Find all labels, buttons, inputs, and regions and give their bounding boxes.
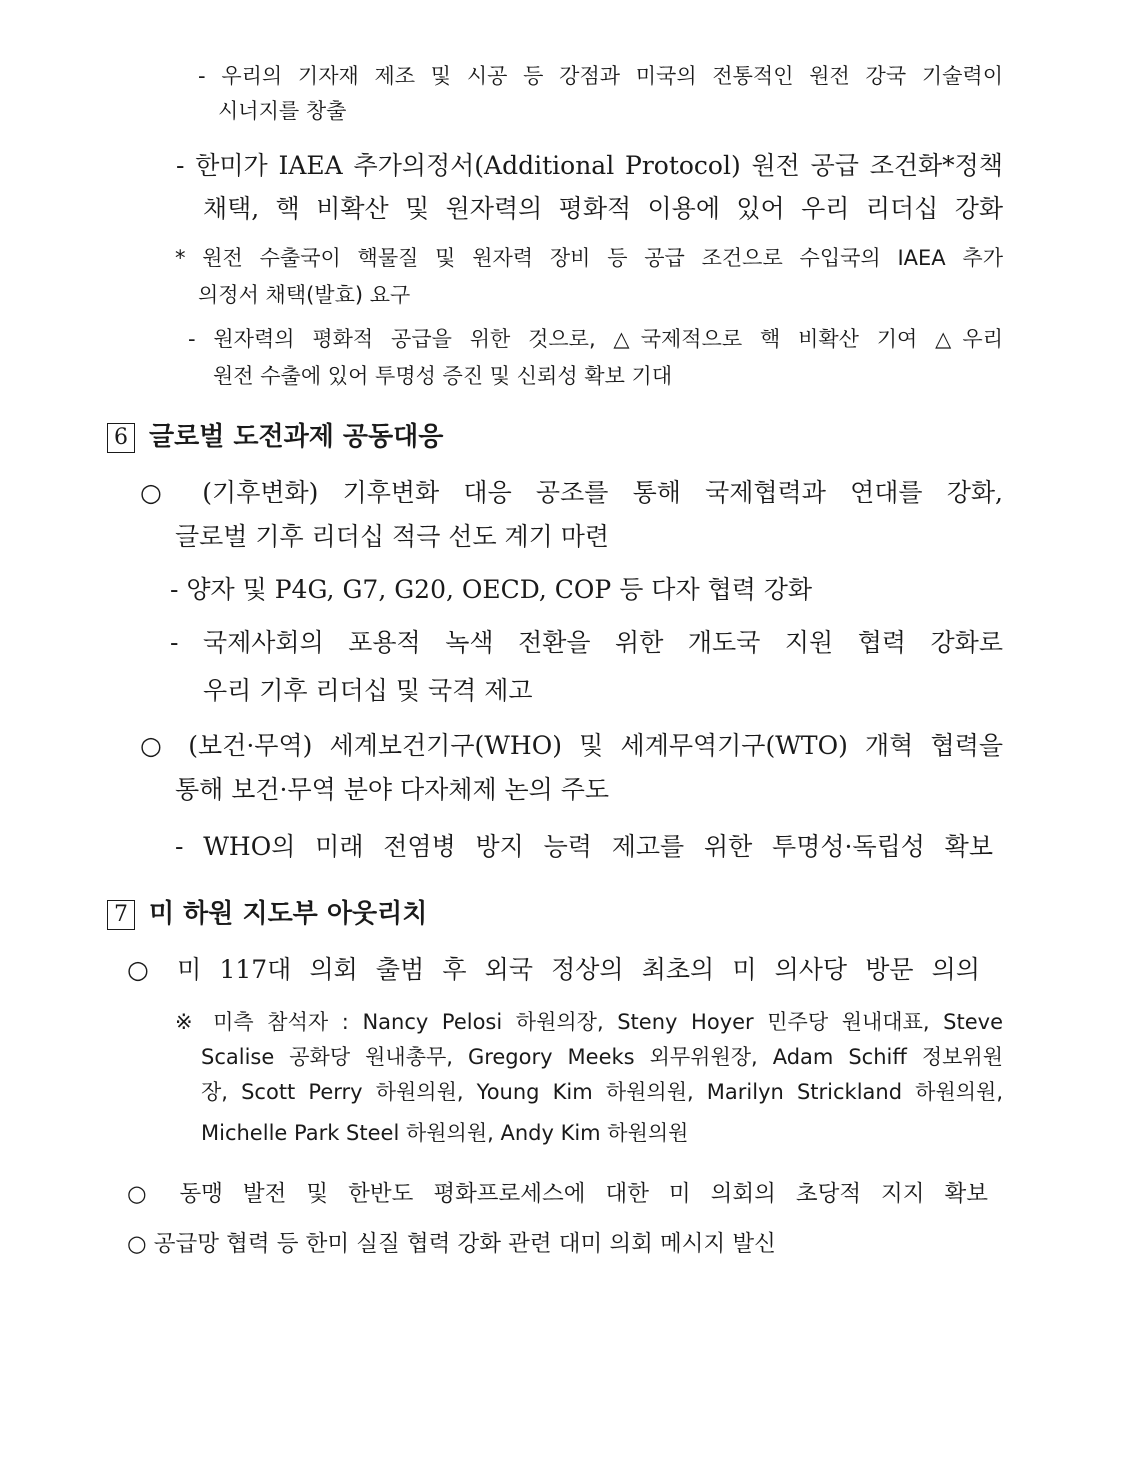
footnote-line: 원전 수출에 있어 투명성 증진 및 신뢰성 확보 기대 <box>213 364 673 388</box>
footnote-line: 의정서 채택(발효) 요구 <box>198 283 411 307</box>
section-heading-7 <box>107 899 427 930</box>
note-line: Scalise 공화당 원내총무, Gregory Meeks 외무위원장, Adam Schiff 정보위원 <box>201 1045 1003 1069</box>
section-number: 7 <box>107 900 135 930</box>
dash-item: 우리 기후 리더십 및 국격 제고 <box>203 676 533 705</box>
bullet-item: ○ 공급망 협력 등 한미 실질 협력 강화 관련 대미 의회 메시지 발신 <box>127 1231 776 1257</box>
footnote-line: - 원자력의 평화적 공급을 위한 것으로, △국제적으로 핵 비확산 기여 △우리 <box>188 327 1003 351</box>
text-line: - 우리의 기자재 제조 및 시공 등 강점과 미국의 전통적인 원전 강국 기술력이 <box>198 64 1003 88</box>
section-heading-6 <box>107 422 443 453</box>
dash-item: - 양자 및 P4G, G7, G20, OECD, COP 등 다자 협력 강화 <box>170 575 813 604</box>
text-line: 시너지를 창출 <box>218 99 347 123</box>
dash-item: - 국제사회의 포용적 녹색 전환을 위한 개도국 지원 협력 강화로 <box>170 628 1003 657</box>
text-line: 채택, 핵 비확산 및 원자력의 평화적 이용에 있어 우리 리더십 강화 <box>203 194 1003 223</box>
bullet-item: ○ 동맹 발전 및 한반도 평화프로세스에 대한 미 의회의 초당적 지지 확보 <box>127 1181 988 1207</box>
text-line: - 한미가 IAEA 추가의정서(Additional Protocol) 원전 공급 조건화*정책 <box>176 151 1003 180</box>
section-title: 미 하원 지도부 아웃리치 <box>149 899 428 929</box>
bullet-item: ○ (기후변화) 기후변화 대응 공조를 통해 국제협력과 연대를 강화, <box>140 478 1003 507</box>
bullet-item: ○ 미 117대 의회 출범 후 외국 정상의 최초의 미 의사당 방문 의의 <box>127 955 980 984</box>
bullet-item: ○ (보건·무역) 세계보건기구(WHO) 및 세계무역기구(WTO) 개혁 협력을 <box>140 731 1003 760</box>
note-line: Michelle Park Steel 하원의원, Andy Kim 하원의원 <box>201 1121 689 1145</box>
footnote-line: * 원전 수출국이 핵물질 및 원자력 장비 등 공급 조건으로 수입국의 IAEA 추가 <box>175 246 1003 270</box>
bullet-item: 통해 보건·무역 분야 다자체제 논의 주도 <box>175 775 610 804</box>
bullet-item: 글로벌 기후 리더십 적극 선도 계기 마련 <box>175 522 610 551</box>
note-line: 장, Scott Perry 하원의원, Young Kim 하원의원, Marilyn Strickland 하원의원, <box>201 1080 1003 1104</box>
section-number: 6 <box>107 423 135 453</box>
section-title: 글로벌 도전과제 공동대응 <box>149 422 444 452</box>
dash-item: - WHO의 미래 전염병 방지 능력 제고를 위한 투명성·독립성 확보 <box>175 832 993 861</box>
note-line: ※ 미측 참석자 : Nancy Pelosi 하원의장, Steny Hoyer 민주당 원내대표, Steve <box>175 1010 1003 1034</box>
